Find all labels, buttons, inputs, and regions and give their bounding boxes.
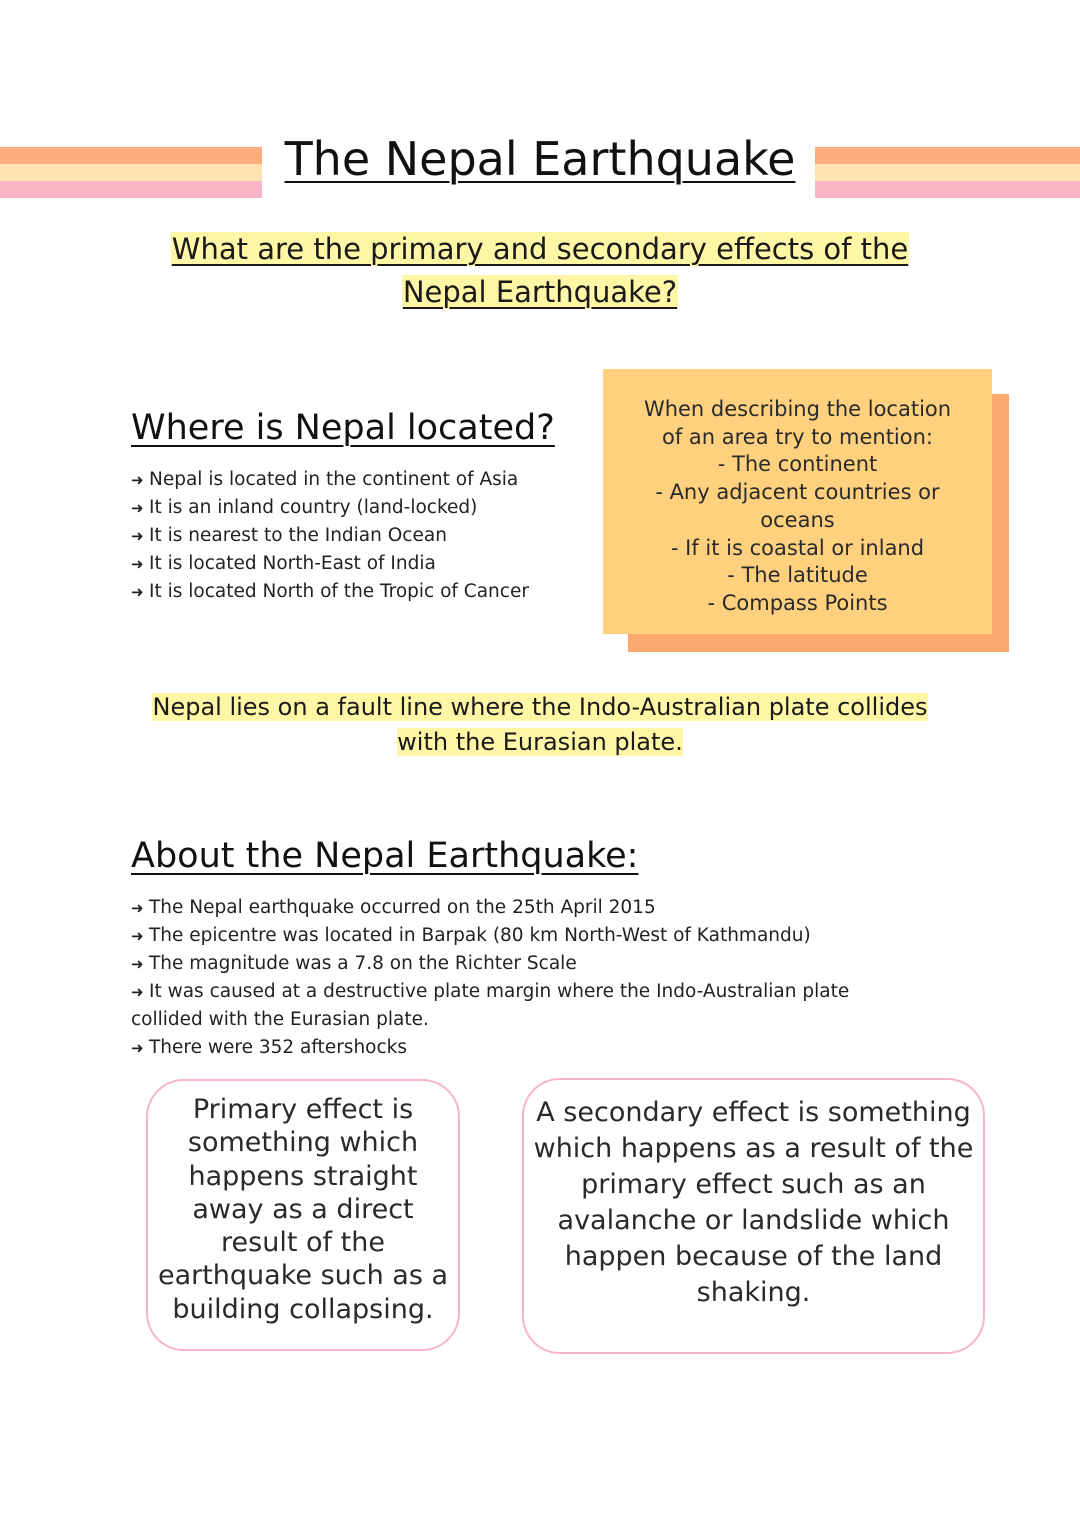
card-line: which happens as a result of the [533, 1133, 974, 1164]
tip-line: - The continent [717, 452, 878, 477]
page-title: The Nepal Earthquake [284, 132, 796, 186]
tip-line: of an area try to mention: [662, 424, 933, 449]
title-stripes-right [815, 147, 1080, 198]
location-heading: Where is Nepal located? [131, 408, 555, 448]
list-item: ➜ It is nearest to the Indian Ocean [131, 522, 529, 550]
list-item: ➜ There were 352 aftershocks [131, 1034, 931, 1062]
arrow-icon: ➜ [131, 899, 144, 917]
card-line: earthquake such as a [157, 1260, 449, 1292]
card-line: away as a direct [192, 1193, 414, 1225]
about-list [131, 894, 931, 1062]
tip-line: oceans [760, 507, 835, 532]
about-heading: About the Nepal Earthquake: [131, 836, 639, 876]
fault-line-1: Nepal lies on a fault line where the Indo-Australian plate collides [152, 693, 928, 721]
arrow-icon: ➜ [131, 583, 144, 601]
card-line: something which [187, 1127, 419, 1159]
card-line: shaking. [696, 1277, 811, 1308]
tip-line: - If it is coastal or inland [670, 535, 925, 560]
question [0, 228, 1080, 314]
list-item: ➜ It is an inland country (land-locked) [131, 494, 529, 522]
card-line: building collapsing. [172, 1293, 434, 1325]
arrow-icon: ➜ [131, 927, 144, 945]
list-item: ➜ The epicentre was located in Barpak (80 km North-West of Kathmandu) [131, 922, 931, 950]
secondary-effect-text [522, 1095, 985, 1311]
arrow-icon: ➜ [131, 471, 144, 489]
arrow-icon: ➜ [131, 1039, 144, 1057]
primary-effect-text [146, 1093, 460, 1326]
card-line: Primary effect is [192, 1094, 414, 1125]
list-item: ➜ It is located North of the Tropic of Cancer [131, 578, 529, 606]
title-stripes-left [0, 147, 262, 198]
card-line: primary effect such as an [581, 1169, 926, 1200]
tip-line: - The latitude [727, 563, 868, 588]
card-line: avalanche or landslide which [557, 1205, 950, 1236]
card-line: result of the [221, 1227, 385, 1259]
location-list [131, 466, 529, 606]
arrow-icon: ➜ [131, 527, 144, 545]
card-line: A secondary effect is something [536, 1097, 971, 1128]
tip-line: - Compass Points [707, 590, 888, 615]
card-line: happen because of the land [564, 1241, 943, 1272]
list-item-continuation: collided with the Eurasian plate. [131, 1009, 429, 1030]
list-item: ➜ It was caused at a destructive plate margin where the Indo-Australian plate [131, 978, 931, 1006]
tip-line: - Any adjacent countries or [655, 480, 940, 505]
arrow-icon: ➜ [131, 955, 144, 973]
arrow-icon: ➜ [131, 499, 144, 517]
tip-line: When describing the location [643, 397, 952, 421]
card-line: happens straight [188, 1160, 418, 1192]
question-line-2: Nepal Earthquake? [402, 275, 678, 309]
fault-line-2: with the Eurasian plate. [397, 728, 683, 756]
list-item: ➜ Nepal is located in the continent of Asia [131, 466, 529, 494]
list-item: ➜ The magnitude was a 7.8 on the Richter Scale [131, 950, 931, 978]
tip-box-text [603, 396, 992, 618]
arrow-icon: ➜ [131, 983, 144, 1001]
list-item: ➜ The Nepal earthquake occurred on the 25th April 2015 [131, 894, 931, 922]
fault-line-statement [0, 690, 1080, 760]
arrow-icon: ➜ [131, 555, 144, 573]
question-line-1: What are the primary and secondary effects of the [171, 232, 909, 266]
list-item: ➜ It is located North-East of India [131, 550, 529, 578]
